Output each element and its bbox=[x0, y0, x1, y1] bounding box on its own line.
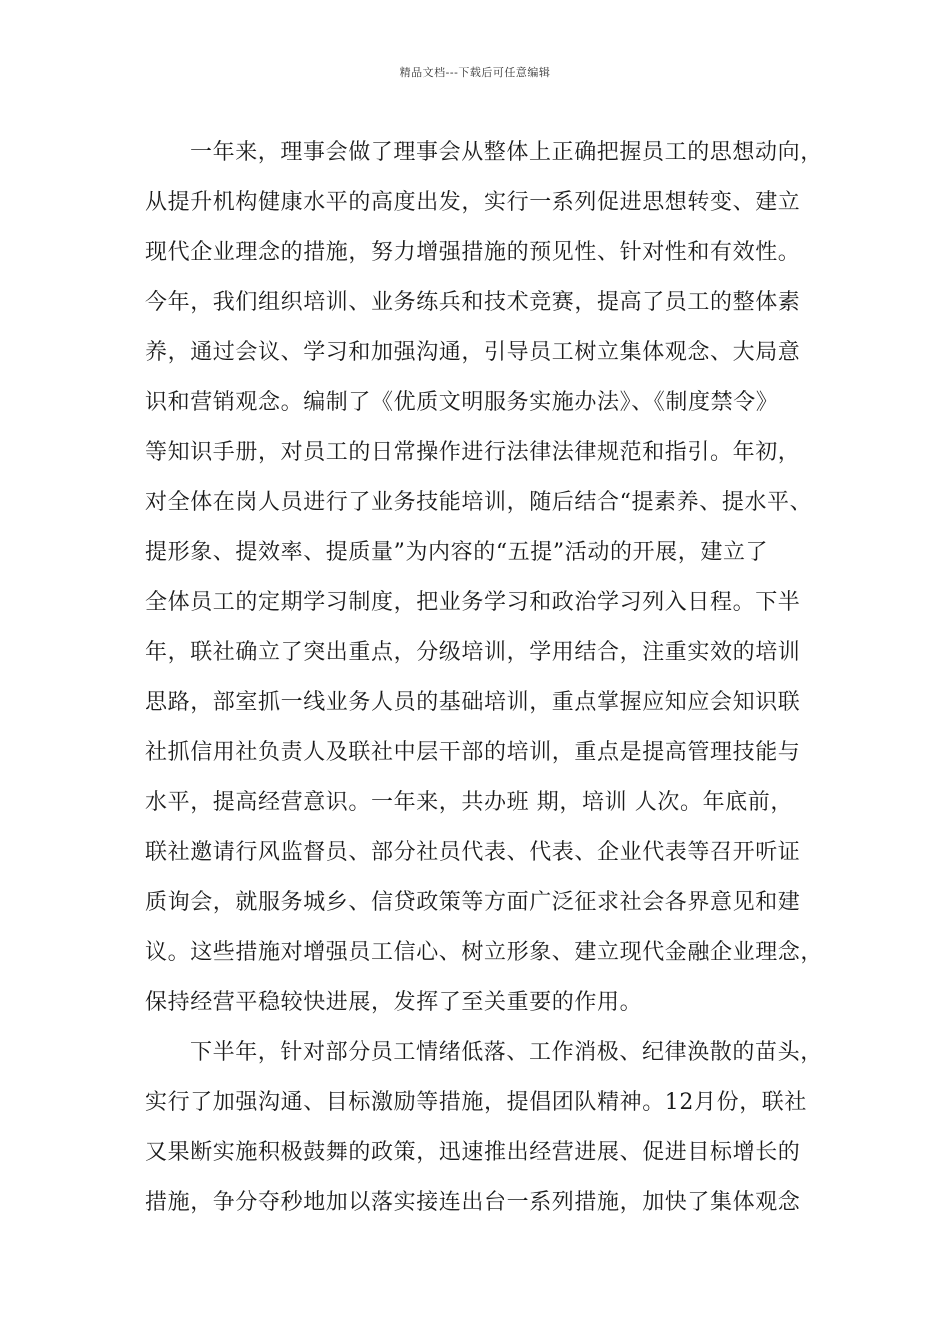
paragraph-line: 年，联社确立了突出重点，分级培训，学用结合，注重实效的培训 bbox=[145, 640, 801, 665]
paragraph-line: 现代企业理念的措施，努力增强措施的预见性、针对性和有效性。 bbox=[145, 240, 801, 265]
paragraph-line: 措施，争分夺秒地加以落实接连出台一系列措施，加快了集体观念 bbox=[145, 1190, 801, 1215]
paragraph-line: 又果断实施积极鼓舞的政策，迅速推出经营进展、促进目标增长的 bbox=[145, 1140, 801, 1165]
paragraph-line: 从提升机构健康水平的高度出发，实行一系列促进思想转变、建立 bbox=[145, 190, 801, 215]
paragraph-line: 思路，部室抓一线业务人员的基础培训，重点掌握应知应会知识联 bbox=[145, 690, 801, 715]
paragraph-line: 提形象、提效率、提质量”为内容的“五提”活动的开展，建立了 bbox=[145, 540, 769, 565]
paragraph-line: 一年来，理事会做了理事会从整体上正确把握员工的思想动向， bbox=[190, 140, 823, 165]
paragraph-line: 质询会，就服务城乡、信贷政策等方面广泛征求社会各界意见和建 bbox=[145, 890, 801, 915]
document-body bbox=[145, 128, 825, 1228]
paragraph-line: 下半年，针对部分员工情绪低落、工作消极、纪律涣散的苗头， bbox=[190, 1040, 823, 1065]
paragraph-line: 联社邀请行风监督员、部分社员代表、代表、企业代表等召开听证 bbox=[145, 840, 801, 865]
paragraph-line: 全体员工的定期学习制度，把业务学习和政治学习列入日程。下半 bbox=[145, 590, 801, 615]
paragraph-line: 议。这些措施对增强员工信心、树立形象、建立现代金融企业理念， bbox=[145, 940, 824, 965]
paragraph-line: 识和营销观念。编制了《优质文明服务实施办法》、《制度禁令》 bbox=[145, 390, 779, 415]
paragraph-line: 社抓信用社负责人及联社中层干部的培训，重点是提高管理技能与 bbox=[145, 740, 801, 765]
paragraph-2 bbox=[145, 1028, 825, 1228]
paragraph-1 bbox=[145, 128, 825, 1028]
paragraph-line: 水平，提高经营意识。一年来，共办班 期，培训 人次。年底前， bbox=[145, 790, 793, 815]
paragraph-line: 实行了加强沟通、目标激励等措施，提倡团队精神。12月份，联社 bbox=[145, 1090, 807, 1115]
paragraph-line: 保持经营平稳较快进展，发挥了至关重要的作用。 bbox=[145, 990, 643, 1015]
paragraph-line: 等知识手册，对员工的日常操作进行法律法律规范和指引。年初， bbox=[145, 440, 801, 465]
paragraph-line: 对全体在岗人员进行了业务技能培训，随后结合“提素养、提水平、 bbox=[145, 490, 813, 515]
page-header: 精品文档---下载后可任意编辑 bbox=[399, 66, 551, 79]
paragraph-line: 养，通过会议、学习和加强沟通，引导员工树立集体观念、大局意 bbox=[145, 340, 801, 365]
paragraph-line: 今年，我们组织培训、业务练兵和技术竞赛，提高了员工的整体素 bbox=[145, 290, 801, 315]
